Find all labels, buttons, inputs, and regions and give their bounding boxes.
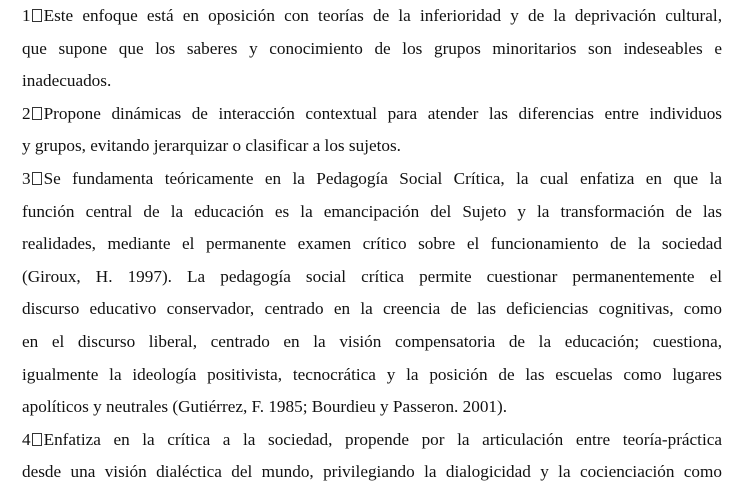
- paragraph-line: función central de la educación es la emancipación del Sujeto y la transformación de las: [22, 201, 722, 221]
- paragraph-2: [22, 98, 722, 163]
- paragraph-line: igualmente la ideología positivista, tecnocrática y la posición de las escuelas como lugares: [22, 364, 722, 384]
- paragraph-number: 2: [22, 103, 31, 123]
- missing-glyph-icon: [32, 9, 42, 22]
- paragraph-number: 1: [22, 6, 31, 25]
- paragraph-line: 3 Se fundamenta teóricamente en la Pedagogía Social Crítica, la cual enfatiza en que la: [22, 168, 722, 188]
- paragraph-line: (Giroux, H. 1997). La pedagogía social crítica permite cuestionar permanentemente el: [22, 266, 722, 286]
- paragraph-line: inadecuados.: [22, 71, 112, 91]
- missing-glyph-icon: [32, 107, 42, 120]
- paragraph-4: [22, 424, 722, 489]
- missing-glyph-icon: [32, 433, 42, 446]
- paragraph-line: y grupos, evitando jerarquizar o clasificar a los sujetos.: [22, 136, 401, 156]
- paragraph-line: desde una visión dialéctica del mundo, privilegiando la dialogicidad y la cocienciación como: [22, 462, 722, 482]
- missing-glyph-icon: [32, 172, 42, 185]
- paragraph-line: apolíticos y neutrales (Gutiérrez, F. 1985; Bourdieu y Passeron. 2001).: [22, 397, 508, 417]
- paragraph-1: [22, 0, 722, 98]
- paragraph-number: 4: [22, 429, 31, 449]
- paragraph-line: realidades, mediante el permanente examen crítico sobre el funcionamiento de la sociedad: [22, 234, 722, 254]
- paragraph-line: 4 Enfatiza en la crítica a la sociedad, propende por la articulación entre teoría-práctica: [22, 429, 722, 449]
- paragraph-3: [22, 163, 722, 424]
- paragraph-line: 2 Propone dinámicas de interacción contextual para atender las diferencias entre individuos: [22, 103, 722, 123]
- paragraph-line: 1 Este enfoque está en oposición con teorías de la inferioridad y de la deprivación cultural,: [22, 6, 722, 25]
- paragraph-line: en el discurso liberal, centrado en la visión compensatoria de la educación; cuestiona,: [22, 331, 722, 351]
- paragraph-number: 3: [22, 168, 31, 188]
- paragraph-line: discurso educativo conservador, centrado en la creencia de las deficiencias cognitivas, como: [22, 299, 722, 319]
- document-page: [22, 0, 722, 489]
- paragraph-line: que supone que los saberes y conocimiento de los grupos minoritarios son indeseables e: [22, 38, 722, 58]
